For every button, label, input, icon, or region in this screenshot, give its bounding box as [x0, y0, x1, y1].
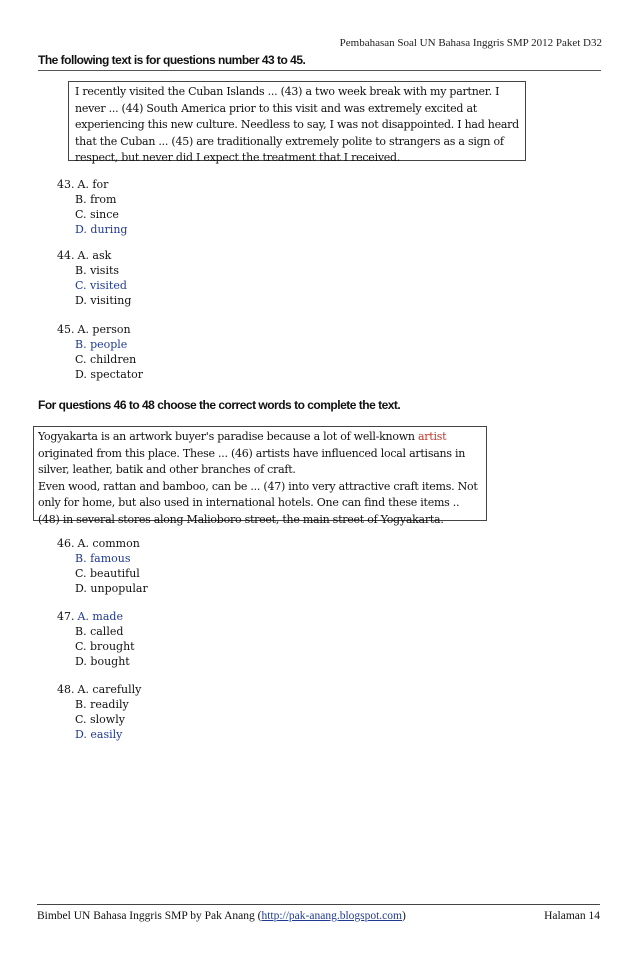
- footer-credit: [37, 910, 406, 922]
- passage-line: silver, leather, batik and other branches of craft.: [38, 463, 296, 476]
- page-header: Pembahasan Soal UN Bahasa Inggris SMP 2012 Paket D32: [339, 37, 602, 49]
- question-number: 45.: [57, 323, 75, 336]
- question-45: [57, 322, 143, 382]
- page-number: Halaman 14: [544, 910, 600, 922]
- option-d: D. unpopular: [75, 582, 148, 595]
- option-a-answer: A. made: [77, 610, 123, 623]
- passage-line: I recently visited the Cuban Islands ... (43) a two week break with my partner. I: [75, 85, 500, 98]
- footer-link[interactable]: http://pak-anang.blogspot.com: [261, 910, 402, 922]
- option-b: B. called: [75, 625, 124, 638]
- option-c: C. brought: [75, 640, 135, 653]
- option-a: A. carefully: [77, 683, 142, 696]
- option-b: B. visits: [75, 264, 120, 277]
- highlighted-word: artist: [417, 430, 447, 443]
- option-c: C. children: [75, 353, 137, 366]
- question-stem: [57, 682, 141, 697]
- question-number: 48.: [57, 683, 75, 696]
- question-43: [57, 177, 127, 237]
- option-c-answer: C. visited: [75, 279, 127, 292]
- passage-line-text: Yogyakarta is an artwork buyer's paradise because a lot of well-known: [38, 430, 418, 443]
- question-47: [57, 609, 135, 669]
- footer-prefix: Bimbel UN Bahasa Inggris SMP by Pak Anang (: [37, 910, 262, 922]
- option-c: C. since: [75, 208, 119, 221]
- question-number: 47.: [57, 610, 75, 623]
- passage-line: (48) in several stores along Malioboro street, the main street of Yogyakarta.: [38, 512, 444, 526]
- passage-line: [38, 429, 482, 446]
- section-heading-46-48: For questions 46 to 48 choose the correct words to complete the text.: [38, 398, 401, 412]
- option-d: D. spectator: [75, 368, 144, 381]
- option-b: B. from: [75, 193, 117, 206]
- option-b: B. readily: [75, 698, 129, 711]
- option-c: C. beautiful: [75, 567, 140, 580]
- option-a: A. common: [77, 537, 140, 550]
- passage-box-yogyakarta: [33, 426, 487, 526]
- option-b-answer: B. famous: [75, 552, 131, 565]
- option-c: C. slowly: [75, 713, 125, 726]
- option-d: D. bought: [75, 655, 130, 668]
- question-stem: [57, 609, 135, 624]
- question-stem: [57, 248, 131, 263]
- option-d-answer: D. easily: [75, 728, 123, 741]
- question-number: 44.: [57, 249, 75, 262]
- passage-line: that the Cuban ... (45) are traditionally extremely polite to strangers as a sign of: [75, 134, 504, 148]
- passage-line: originated from this place. These ... (46) artists have influenced local artisans in: [38, 446, 466, 460]
- question-stem: [57, 536, 148, 551]
- passage-line: respect, but never did I expect the treatment that I received.: [75, 151, 401, 164]
- passage-box-cuban: [68, 81, 526, 164]
- passage-line: experiencing this new culture. Needless to say, I was not disappointed. I had heard: [75, 118, 519, 131]
- passage-line: never ... (44) South America prior to this visit and was extremely excited at: [75, 101, 477, 115]
- question-48: [57, 682, 141, 742]
- question-stem: [57, 177, 127, 192]
- footer-suffix: ): [402, 910, 406, 922]
- question-number: 43.: [57, 178, 75, 191]
- option-d: D. visiting: [75, 294, 132, 307]
- footer-rule: [37, 904, 600, 905]
- passage-line: Even wood, rattan and bamboo, can be ... (47) into very attractive craft items. Not: [38, 479, 478, 493]
- question-number: 46.: [57, 537, 75, 550]
- question-stem: [57, 322, 143, 337]
- heading-rule: [38, 70, 601, 71]
- question-44: [57, 248, 131, 308]
- section-heading-43-45: [38, 53, 305, 67]
- question-46: [57, 536, 148, 596]
- passage-line: only for home, but also used in international hotels. One can find these items ..: [38, 496, 460, 509]
- option-b-answer: B. people: [75, 338, 128, 351]
- option-a: A. person: [77, 323, 131, 336]
- option-a: A. ask: [77, 249, 112, 262]
- option-d-answer: D. during: [75, 223, 128, 236]
- option-a: A. for: [77, 178, 109, 191]
- section-heading-text: The following text is for questions number 43 to 45.: [38, 53, 306, 67]
